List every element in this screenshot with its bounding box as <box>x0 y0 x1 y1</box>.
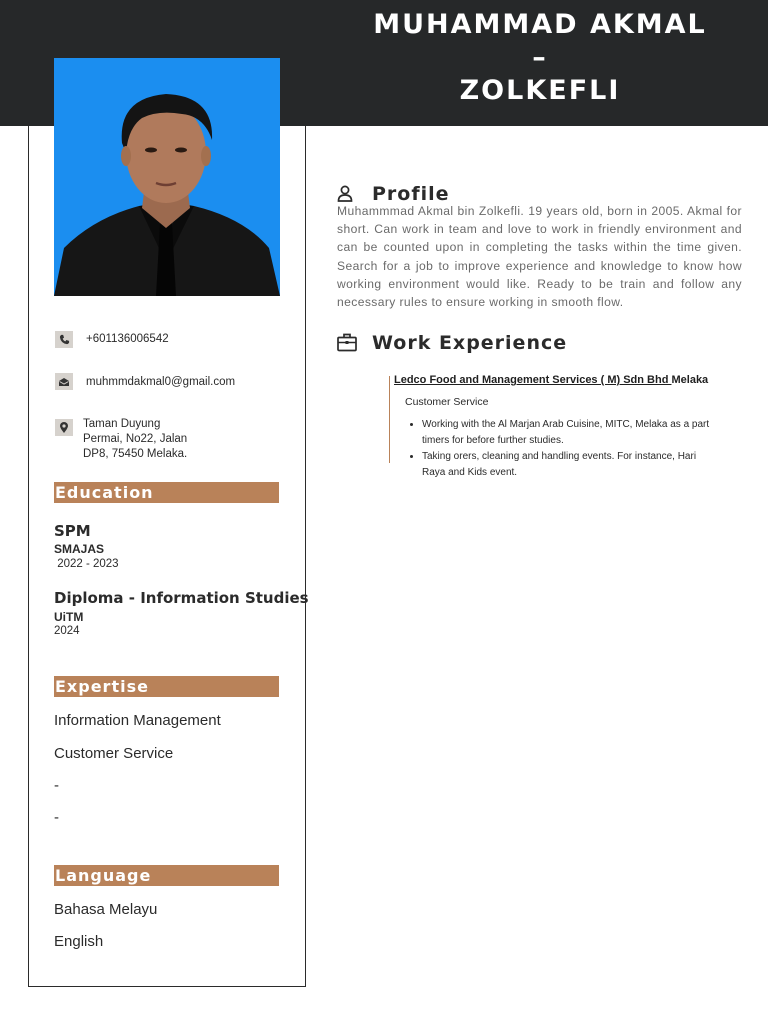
phone-number: +601136006542 <box>86 333 169 345</box>
name-line-1: MUHAMMAD AKMAL <box>373 9 707 40</box>
expertise-item: Customer Service <box>54 745 174 762</box>
mail-icon <box>55 373 73 390</box>
education-school-1: SMAJAS <box>54 542 105 556</box>
name-line-3: ZOLKEFLI <box>459 75 621 106</box>
experience-bullets <box>405 417 722 481</box>
education-school-2: UiTM <box>54 610 84 624</box>
work-experience-heading: Work Experience <box>372 332 568 354</box>
expertise-item: Information Management <box>54 712 221 729</box>
address-line-2: Permai, No22, Jalan <box>83 433 188 445</box>
experience-timeline-line <box>389 376 390 463</box>
expertise-heading: Expertise <box>54 676 279 697</box>
candidate-name <box>310 8 768 107</box>
education-years-2: 2024 <box>54 625 80 637</box>
address-line-1: Taman Duyung <box>83 418 161 430</box>
language-item: Bahasa Melayu <box>54 901 158 918</box>
phone-icon <box>55 331 73 348</box>
email-address: muhmmdakmal0@gmail.com <box>86 376 236 388</box>
company-location: Melaka <box>671 374 709 386</box>
language-item: English <box>54 933 104 950</box>
experience-role: Customer Service <box>405 396 489 408</box>
briefcase-icon <box>337 333 357 352</box>
experience-bullet: • Taking orers, cleaning and handling events. For instance, Hari Raya and Kids event. <box>422 449 722 481</box>
expertise-item: - <box>54 777 59 794</box>
language-heading: Language <box>54 865 279 886</box>
experience-bullet: • Working with the Al Marjan Arab Cuisine, MITC, Melaka as a part timers for before further studies. <box>422 417 722 449</box>
person-icon <box>337 185 355 203</box>
name-line-2: – <box>532 42 548 73</box>
company-name: Ledco Food and Management Services ( M) Sdn Bhd <box>394 374 672 386</box>
education-years-1: 2022 - 2023 <box>54 558 119 570</box>
education-title-2: Diploma - Information Studies <box>54 589 309 607</box>
expertise-item: - <box>54 809 59 826</box>
profile-photo <box>54 58 280 296</box>
profile-heading: Profile <box>372 183 450 205</box>
education-heading: Education <box>54 482 279 503</box>
location-pin-icon <box>55 419 73 436</box>
experience-company <box>394 374 708 386</box>
address-line-3: DP8, 75450 Melaka. <box>83 448 188 460</box>
education-title-1: SPM <box>54 522 91 540</box>
address <box>83 417 187 462</box>
profile-text: Muhammmad Akmal bin Zolkefli. 19 years old, born in 2005. Akmal for short. Can work in team and love to work in friendly environment and can be counted upon in completing the tasks within the time given. Search for a job to improve experience and knowledge to know how working environment would like. Ready to be train and follow any necessary rules to ensure working in smooth flow. <box>337 204 742 310</box>
